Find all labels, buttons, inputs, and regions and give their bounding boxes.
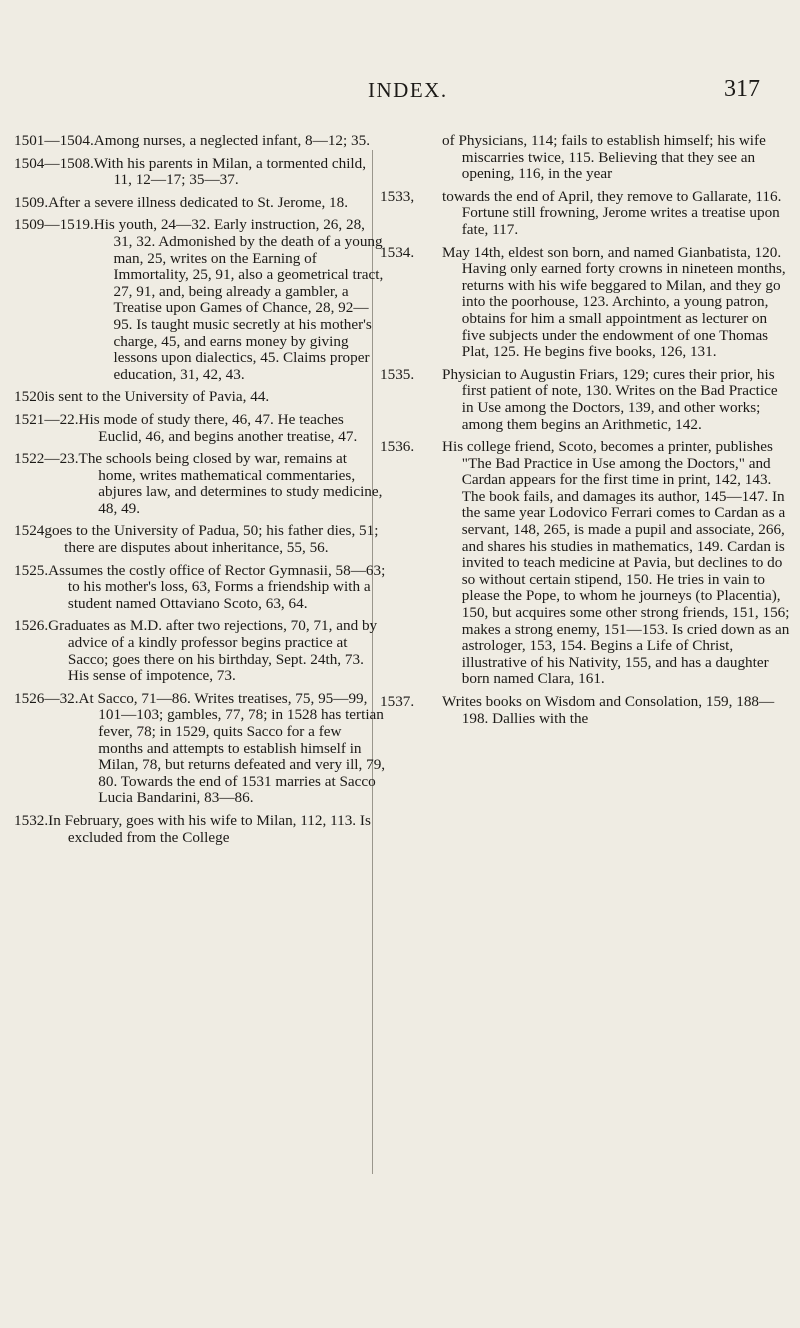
entry-date: 1524 (14, 522, 45, 540)
index-entry (14, 217, 386, 383)
entry-date: 1526. (14, 617, 49, 635)
index-entry (380, 189, 790, 239)
entry-date: 1525. (14, 561, 49, 579)
entry-text: His mode of study there, 46, 47. He teaches Euclid, 46, and begins another treatise, 47. (78, 410, 358, 445)
index-entry (380, 439, 790, 688)
entry-date: 1520 (14, 388, 45, 406)
entry-text: In February, goes with his wife to Milan, 112, 113. Is excluded from the College (48, 811, 371, 846)
entry-text: His youth, 24—32. Early instruction, 26, 28, 31, 32. Admonished by the death of a young man, 25, writes on the Earning of Immortality, 25, 91, also a geometrical tract, 27, 91, and, being already a gambler, a Treatise upon Games of Chance, 28, 92—95. Is taught music secretly at his mother's charge, 45, and earns money by giving lessons upon dialectics, 45. Claims proper education, 31, 42, 43. (93, 216, 384, 383)
entry-date: 1532. (14, 811, 49, 829)
entry-text: goes to the University of Padua, 50; his father dies, 51; there are disputes about inheritance, 55, 56. (44, 522, 379, 557)
page-title: INDEX. (368, 78, 448, 102)
left-column (14, 133, 386, 852)
entry-text: Assumes the costly office of Rector Gymnasii, 58—63; to his mother's loss, 63, Forms a friendship with a student named Ottaviano Scoto, 63, 64. (48, 561, 386, 612)
entry-text: At Sacco, 71—86. Writes treatises, 75, 95—99, 101—103; gambles, 77, 78; in 1528 has tertian fever, 78; in 1529, quits Sacco for a few months and attempts to establish himself in Milan, 78, but returns defeated and very ill, 79, 80. Towards the end of 1531 marries at Sacco Lucia Bandarini, 83—86. (78, 689, 386, 807)
entry-date: 1537. (380, 693, 415, 710)
index-entry (380, 133, 790, 183)
entry-date: 1536. (380, 438, 415, 456)
entry-text: of Physicians, 114; fails to establish himself; his wife miscarries twice, 115. Believing that they see an opening, 116, in the year (442, 132, 766, 183)
entry-date: 1504—1508. (14, 154, 94, 172)
index-entry (14, 691, 386, 807)
index-entry (14, 412, 386, 445)
entry-text: The schools being closed by war, remains at home, writes mathematical commentaries, abjures law, and determines to study medicine, 48, 49. (78, 450, 383, 517)
entry-date: 1522—23. (14, 450, 79, 468)
entry-date: 1534. (380, 243, 415, 261)
index-entry (14, 133, 386, 150)
entry-text: Graduates as M.D. after two rejections, 70, 71, and by advice of a kindly professor begins practice at Sacco; goes there on his birthday, Sept. 24th, 73. His sense of impotence, 73. (48, 617, 378, 685)
entry-date: 1501—1504. (14, 132, 94, 149)
entry-text: Writes books on Wisdom and Consolation, 159, 188—198. Dallies with the (442, 693, 775, 727)
entry-date: 1526—32. (14, 689, 79, 707)
index-entry (14, 813, 386, 846)
entry-text: His college friend, Scoto, becomes a printer, publishes "The Bad Practice in Use among the Doctors," and Cardan appears for the first time in print, 142, 143. The book fails, and damages its author, 145—147. In the same year Lodovico Ferrari comes to Cardan as a servant, 148, 265, is made a pupil and associate, 266, and shares his studies in mathematics, 149. Cardan is invited to teach medicine at Pavia, but declines to do so without certain stipend, 150. He tries in vain to please the Pope, to whom he journeys (to Placentia), 150, but acquires some other strong friends, 151, 156; makes a strong enemy, 151—153. Is cried down as an astrologer, 153, 154. Begins a Life of Christ, illustrative of his Nativity, 155, and has a daughter born named Clara, 161. (442, 438, 790, 688)
entry-date: 1533, (380, 187, 415, 205)
entry-text: is sent to the University of Pavia, 44. (44, 388, 270, 406)
entry-text: Among nurses, a neglected infant, 8—12; 35. (93, 132, 371, 149)
index-entry (14, 156, 386, 189)
index-entry (380, 367, 790, 433)
index-entry (14, 195, 386, 212)
entry-text: May 14th, eldest son born, and named Gianbatista, 120. Having only earned forty crowns in nineteen months, returns with his wife beggared to Milan, and they go into the poorhouse, 123. Archinto, a young patron, obtains for him a small appointment as lecturer on five subjects under the endowment of one Thomas Plat, 125. He begins five books, 126, 131. (442, 243, 786, 361)
entry-text: Physician to Augustin Friars, 129; cures their prior, his first patient of note, 130. Writes on the Bad Practice in Use among the Doctors, 139, and other works; among them begins an Arithmetic, 142. (442, 365, 778, 433)
index-entry (14, 523, 386, 556)
index-entry (14, 451, 386, 517)
index-entry (380, 694, 790, 727)
entry-text: towards the end of April, they remove to Gallarate, 116. Fortune still frowning, Jerome writes a treatise upon fate, 117. (442, 187, 782, 238)
index-entry (14, 618, 386, 684)
right-column (380, 133, 790, 733)
entry-text: With his parents in Milan, a tormented child, 11, 12—17; 35—37. (93, 154, 367, 189)
entry-date: 1535. (380, 365, 415, 383)
page-number: 317 (724, 76, 760, 102)
entry-date: 1521—22. (14, 410, 79, 428)
index-entry (380, 245, 790, 361)
entry-date: 1509—1519. (14, 216, 94, 234)
page-header (0, 78, 800, 108)
entry-date: 1509. (14, 193, 49, 211)
index-entry (14, 563, 386, 613)
entry-text: After a severe illness dedicated to St. Jerome, 18. (48, 193, 349, 211)
entry-date (380, 133, 442, 183)
index-entry (14, 389, 386, 406)
